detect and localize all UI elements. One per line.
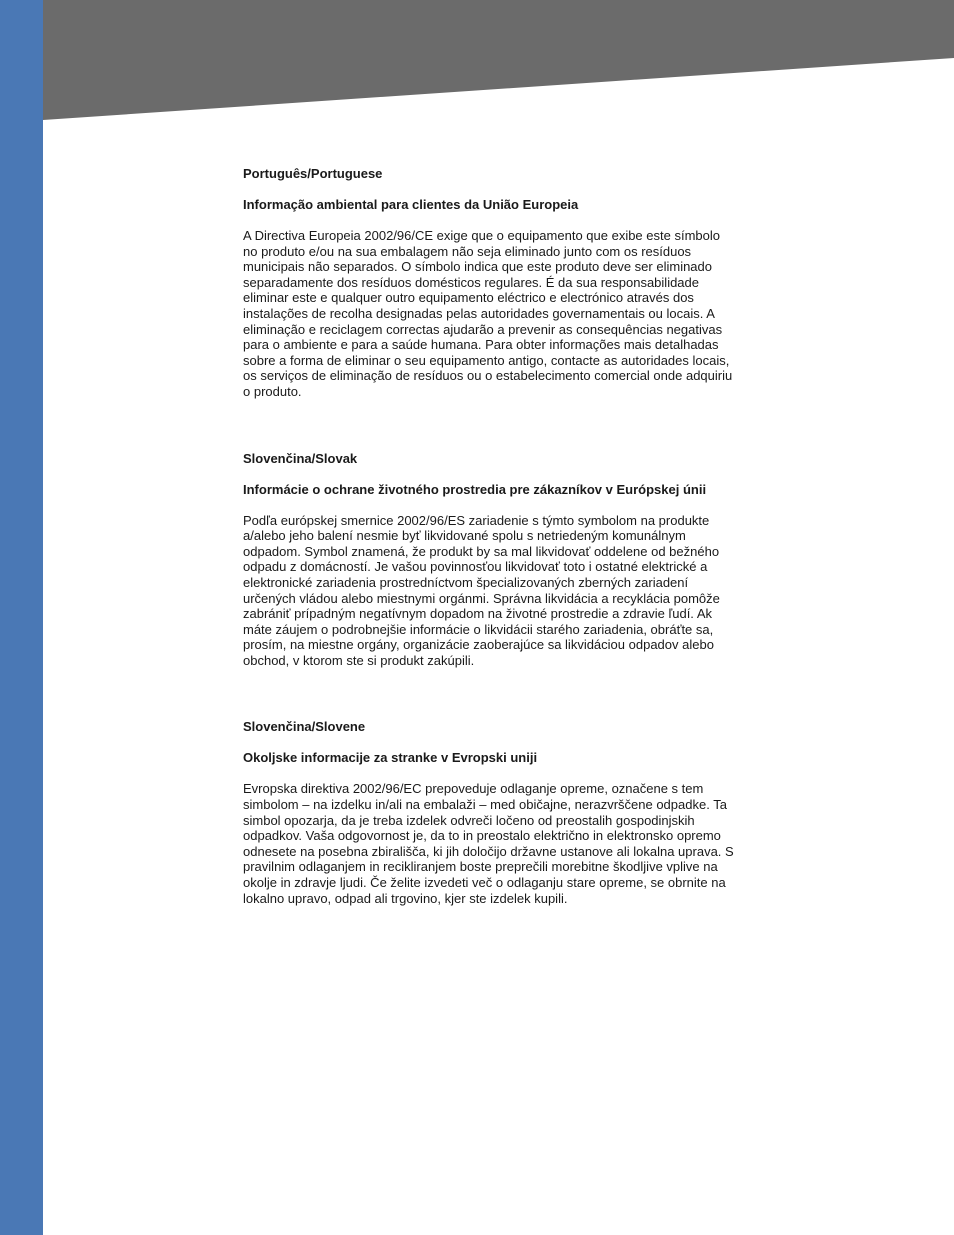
section-language-label: Português/Portuguese (243, 166, 383, 181)
section-slovak (243, 451, 738, 669)
header-band-polygon (43, 0, 954, 120)
section-body: Evropska direktiva 2002/96/EC prepoveduje odlaganje opreme, označene s tem simbolom – na izdelku in/ali na embalaži – med običajne, nerazvrščene odpadke. Ta simbol opozarja, da je treba izdelek odvreči ločeno od preostalih gospodinjskih odpadkov. Vaša odgovornost je, da to in preostalo električno in elektronsko opremo odnesete na posebna zbirališča, ki jih določijo državne ustanove ali lokalna uprava. S pravilnim odlaganjem in recikliranjem boste preprečili morebitne škodljive vplive na okolje in zdravje ljudi. Če želite izvedeti več o odlaganju stare opreme, se obrnite na lokalno upravo, odpad ali trgovino, kjer ste izdelek kupili. (243, 781, 734, 906)
section-spacer (243, 400, 738, 451)
section-language-label: Slovenčina/Slovene (243, 719, 366, 735)
document-content (243, 166, 738, 906)
section-heading: Informácie o ochrane životného prostredia pre zákazníkov v Európskej únii (243, 481, 707, 497)
header-band-shape (43, 0, 954, 125)
section-portuguese (243, 166, 738, 400)
section-slovene (243, 719, 738, 906)
header-band (43, 0, 954, 125)
sidebar-stripe (0, 0, 43, 1235)
section-body: A Directiva Europeia 2002/96/CE exige que o equipamento que exibe este símbolo no produto e/ou na sua embalagem não seja eliminado junto com os resíduos municipais não separados. O símbolo indica que este produto deve ser eliminado separadamente dos resíduos domésticos regulares. É da sua responsabilidade eliminar este e qualquer outro equipamento eléctrico e electrónico através dos instalações de recolha designadas pelas autoridades governamentais ou locais. A eliminação e reciclagem correctas ajudarão a prevenir as consequências negativas para o ambiente e para a saúde humana. Para obter informações mais detalhadas sobre a forma de eliminar o seu equipamento antigo, contacte as autoridades locais, os serviços de eliminação de resíduos ou o estabelecimento comercial onde adquiriu o produto. (243, 228, 733, 399)
section-heading: Okoljske informacije za stranke v Evropski uniji (243, 750, 538, 766)
section-heading: Informação ambiental para clientes da União Europeia (243, 197, 579, 212)
section-body: Podľa európskej smernice 2002/96/ES zariadenie s týmto symbolom na produkte a/alebo jeho balení nesmie byť likvidované spolu s netriedeným komunálnym odpadom. Symbol znamená, že produkt by sa mal likvidovať oddelene od bežného odpadu z domácností. Je vašou povinnosťou likvidovať toto i ostatné elektrické a elektronické zariadenia prostredníctvom špecializovaných zberných zariadení určených vládou alebo miestnymi orgánmi. Správna likvidácia a recyklácia pomôže zabrániť prípadným negatívnym dopadom na životné prostredie a zdravie ľudí. Ak máte záujem o podrobnejšie informácie o likvidácii starého zariadenia, obráťte sa, prosím, na miestne orgány, organizácie zaoberajúce sa likvidáciou odpadov alebo obchod, v ktorom ste si produkt zakúpili. (243, 512, 720, 668)
section-language-label: Slovenčina/Slovak (243, 450, 358, 466)
section-spacer (243, 668, 738, 719)
